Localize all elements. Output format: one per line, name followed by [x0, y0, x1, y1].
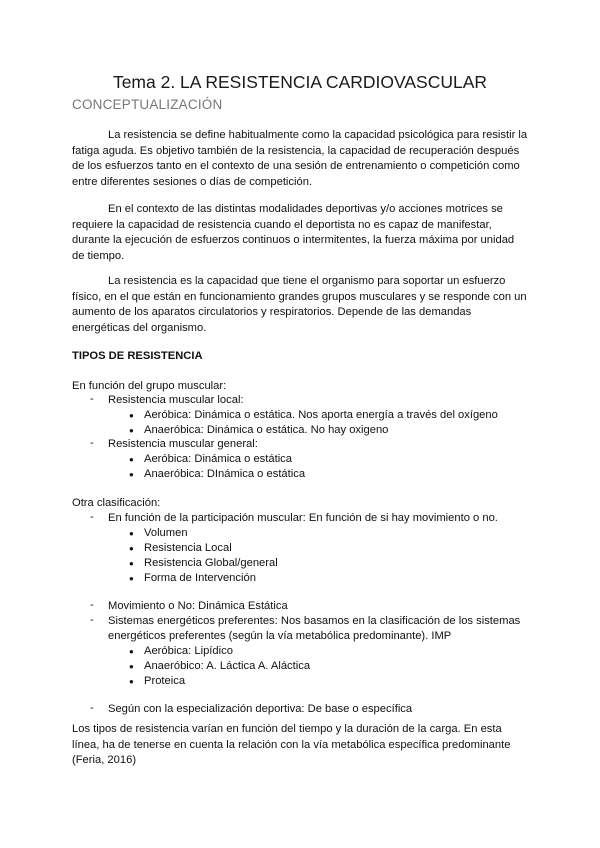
group2-item3-line1: Sistemas energéticos preferentes: Nos basamos en la clasificación de los sistemas	[108, 615, 521, 627]
dash-marker: -	[90, 599, 94, 611]
group2-item1-sub2: Resistencia Local	[144, 542, 232, 554]
group2-item3-sub3: Proteica	[144, 675, 186, 687]
group1-item2-sub2: Anaeróbica: DInámica o estática	[144, 468, 306, 480]
paragraph-1-text: La resistencia se define habitualmente como la capacidad psicológica para resistir la fatiga aguda. Es objetivo también de la resistencia, la capacidad de recuperación después de los esfuerzos tanto en el contexto de una sesión de entrenamiento o competición como entre diferentes sesiones o días de competición.	[72, 129, 528, 188]
paragraph-3	[72, 274, 528, 336]
bullet-marker: ●	[129, 677, 134, 686]
paragraph-3-text: La resistencia es la capacidad que tiene el organismo para soportar un esfuerzo físico, en el que están en funcionamiento grandes grupos musculares y se responde con un aumento de los aparatos circulatorios y respiratorios. Depende de las demandas energéticas del organismo.	[72, 275, 527, 334]
group2-item1-sub1: Volumen	[144, 527, 188, 539]
group2-intro: Otra clasificación:	[72, 497, 161, 509]
paragraph-1	[72, 128, 528, 190]
bullet-marker: ●	[129, 574, 134, 583]
bullet-marker: ●	[129, 544, 134, 553]
group1-intro: En función del grupo muscular:	[72, 380, 227, 392]
group2-item3-sub2: Anaeróbico: A. Láctica A. Aláctica	[144, 660, 311, 672]
bullet-marker: ●	[129, 529, 134, 538]
paragraph-2	[72, 202, 528, 264]
group1-item1-sub2: Anaeróbica: Dinámica o estática. No hay oxigeno	[144, 424, 389, 436]
group2-item1-sub4: Forma de Intervención	[144, 572, 256, 584]
closing-paragraph: Los tipos de resistencia varían en función del tiempo y la duración de la carga. En esta línea, ha de tenerse en cuenta la relación con la vía metabólica específica predominante (Feria, 2016)	[72, 723, 511, 767]
dash-marker: -	[90, 393, 94, 405]
section-subtitle: CONCEPTUALIZACIÓN	[72, 97, 223, 112]
section-heading: TIPOS DE RESISTENCIA	[72, 350, 203, 362]
bullet-marker: ●	[129, 662, 134, 671]
group2-item4: Según con la especialización deportiva: De base o específica	[108, 703, 413, 715]
bullet-marker: ●	[129, 559, 134, 568]
group2-item3-sub1: Aeróbica: Lipídico	[144, 645, 233, 657]
dash-marker: -	[90, 702, 94, 714]
bullet-marker: ●	[129, 470, 134, 479]
bullet-marker: ●	[129, 426, 134, 435]
paragraph-2-text: En el contexto de las distintas modalidades deportivas y/o acciones motrices se requiere la capacidad de resistencia cuando el deportista no es capaz de manifestar, durante la ejecución de esfuerzos continuos o intermitentes, la fuerza máxima por unidad de tiempo.	[72, 203, 515, 262]
group1-item2-sub1: Aeróbica: Dinámica o estática	[144, 453, 292, 465]
dash-marker: -	[90, 511, 94, 523]
dash-marker: -	[90, 437, 94, 449]
bullet-marker: ●	[129, 647, 134, 656]
group1-item2: Resistencia muscular general:	[108, 438, 258, 450]
group1-item1: Resistencia muscular local:	[108, 394, 244, 406]
bullet-marker: ●	[129, 411, 134, 420]
group2-item1-sub3: Resistencia Global/general	[144, 557, 278, 569]
dash-marker: -	[90, 614, 94, 626]
group2-item3-line2: energéticos preferentes (según la vía metabólica predominante). IMP	[108, 630, 452, 642]
page-title: Tema 2. LA RESISTENCIA CARDIOVASCULAR	[112, 72, 488, 92]
group1-item1-sub1: Aeróbica: Dinámica o estática. Nos aporta energía a través del oxígeno	[144, 409, 498, 421]
bullet-marker: ●	[129, 455, 134, 464]
group2-item2: Movimiento o No: Dinámica Estática	[108, 600, 288, 612]
group2-item1: En función de la participación muscular: En función de si hay movimiento o no.	[108, 512, 498, 524]
